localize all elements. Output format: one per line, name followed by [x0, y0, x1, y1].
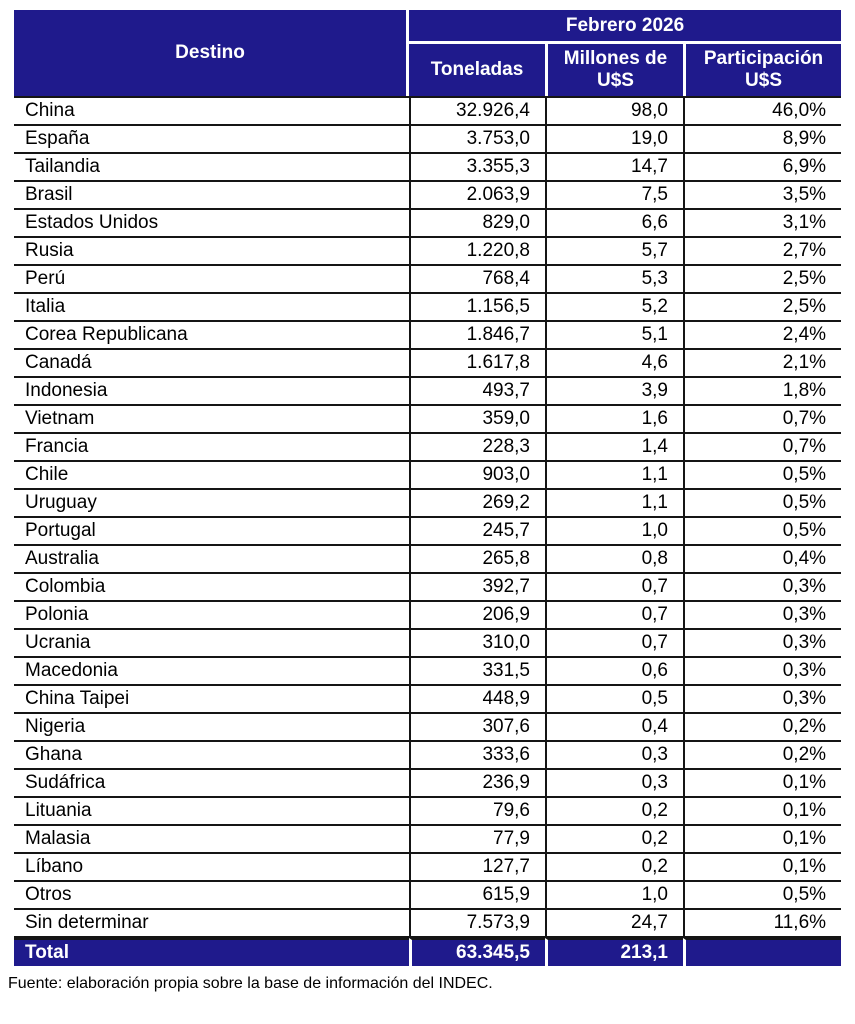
table-row [14, 602, 841, 630]
millones-cell: 5,2 [545, 294, 683, 322]
participacion-cell: 1,8% [683, 378, 841, 406]
destino-cell: Sudáfrica [14, 770, 409, 798]
toneladas-cell: 245,7 [409, 518, 545, 546]
participacion-cell: 0,5% [683, 882, 841, 910]
millones-cell: 1,1 [545, 490, 683, 518]
toneladas-cell: 32.926,4 [409, 96, 545, 126]
participacion-cell: 0,1% [683, 770, 841, 798]
millones-cell: 0,2 [545, 854, 683, 882]
table-row [14, 406, 841, 434]
participacion-cell: 0,2% [683, 742, 841, 770]
table-row [14, 266, 841, 294]
toneladas-cell: 903,0 [409, 462, 545, 490]
total-label: Total [14, 938, 409, 966]
millones-cell: 0,2 [545, 798, 683, 826]
participacion-cell: 0,5% [683, 518, 841, 546]
table-row [14, 238, 841, 266]
millones-cell: 7,5 [545, 182, 683, 210]
destino-cell: China Taipei [14, 686, 409, 714]
exports-table [14, 10, 841, 966]
table-row [14, 910, 841, 938]
destino-cell: Ucrania [14, 630, 409, 658]
toneladas-cell: 127,7 [409, 854, 545, 882]
table-row [14, 854, 841, 882]
participacion-cell: 0,1% [683, 798, 841, 826]
toneladas-cell: 1.156,5 [409, 294, 545, 322]
millones-cell: 1,6 [545, 406, 683, 434]
toneladas-cell: 3.355,3 [409, 154, 545, 182]
destino-cell: Líbano [14, 854, 409, 882]
table-row [14, 462, 841, 490]
table-row [14, 126, 841, 154]
participacion-cell: 46,0% [683, 96, 841, 126]
toneladas-cell: 333,6 [409, 742, 545, 770]
destino-cell: Malasia [14, 826, 409, 854]
table-row [14, 686, 841, 714]
millones-cell: 1,0 [545, 518, 683, 546]
participacion-cell: 11,6% [683, 910, 841, 938]
millones-cell: 3,9 [545, 378, 683, 406]
participacion-cell: 0,5% [683, 490, 841, 518]
participacion-cell: 2,5% [683, 294, 841, 322]
destino-cell: Canadá [14, 350, 409, 378]
toneladas-cell: 448,9 [409, 686, 545, 714]
toneladas-cell: 1.617,8 [409, 350, 545, 378]
column-header-participacion: Participación U$S [683, 44, 841, 96]
millones-cell: 0,6 [545, 658, 683, 686]
table-row [14, 742, 841, 770]
table-row [14, 518, 841, 546]
destino-cell: Otros [14, 882, 409, 910]
millones-cell: 1,4 [545, 434, 683, 462]
millones-cell: 5,1 [545, 322, 683, 350]
millones-cell: 0,5 [545, 686, 683, 714]
participacion-cell: 0,1% [683, 826, 841, 854]
millones-cell: 0,8 [545, 546, 683, 574]
participacion-cell: 2,5% [683, 266, 841, 294]
table-row [14, 770, 841, 798]
table-header [14, 10, 841, 96]
destino-cell: Brasil [14, 182, 409, 210]
toneladas-cell: 1.846,7 [409, 322, 545, 350]
source-note: Fuente: elaboración propia sobre la base de información del INDEC. [8, 975, 493, 992]
destino-cell: Lituania [14, 798, 409, 826]
millones-cell: 14,7 [545, 154, 683, 182]
millones-cell: 24,7 [545, 910, 683, 938]
participacion-cell: 0,3% [683, 658, 841, 686]
table-row [14, 434, 841, 462]
participacion-cell: 0,3% [683, 630, 841, 658]
table-row [14, 546, 841, 574]
millones-cell: 1,0 [545, 882, 683, 910]
toneladas-cell: 77,9 [409, 826, 545, 854]
destino-cell: Chile [14, 462, 409, 490]
millones-cell: 6,6 [545, 210, 683, 238]
table-row [14, 574, 841, 602]
toneladas-cell: 79,6 [409, 798, 545, 826]
toneladas-cell: 228,3 [409, 434, 545, 462]
toneladas-cell: 3.753,0 [409, 126, 545, 154]
column-header-millones: Millones de U$S [545, 44, 683, 96]
destino-cell: Estados Unidos [14, 210, 409, 238]
toneladas-cell: 2.063,9 [409, 182, 545, 210]
participacion-cell: 2,7% [683, 238, 841, 266]
millones-cell: 0,7 [545, 630, 683, 658]
destino-cell: España [14, 126, 409, 154]
destino-cell: Sin determinar [14, 910, 409, 938]
destino-cell: Ghana [14, 742, 409, 770]
toneladas-cell: 615,9 [409, 882, 545, 910]
toneladas-cell: 359,0 [409, 406, 545, 434]
participacion-cell: 0,7% [683, 406, 841, 434]
total-toneladas: 63.345,5 [409, 938, 545, 966]
table-body [14, 96, 841, 938]
participacion-cell: 0,3% [683, 686, 841, 714]
table-row [14, 378, 841, 406]
table-row [14, 322, 841, 350]
millones-cell: 5,3 [545, 266, 683, 294]
participacion-cell: 2,1% [683, 350, 841, 378]
toneladas-cell: 269,2 [409, 490, 545, 518]
participacion-cell: 0,5% [683, 462, 841, 490]
column-header-destino: Destino [14, 10, 409, 96]
millones-cell: 98,0 [545, 96, 683, 126]
participacion-cell: 0,3% [683, 602, 841, 630]
table-row [14, 714, 841, 742]
table-row [14, 182, 841, 210]
millones-cell: 0,7 [545, 574, 683, 602]
destino-cell: Macedonia [14, 658, 409, 686]
toneladas-cell: 7.573,9 [409, 910, 545, 938]
millones-cell: 0,2 [545, 826, 683, 854]
destino-cell: Corea Republicana [14, 322, 409, 350]
toneladas-cell: 768,4 [409, 266, 545, 294]
toneladas-cell: 331,5 [409, 658, 545, 686]
total-participacion [683, 938, 841, 966]
destino-cell: Portugal [14, 518, 409, 546]
destino-cell: Australia [14, 546, 409, 574]
period-header: Febrero 2026 [409, 10, 841, 44]
destino-cell: Uruguay [14, 490, 409, 518]
table-row [14, 798, 841, 826]
toneladas-cell: 307,6 [409, 714, 545, 742]
destino-cell: Colombia [14, 574, 409, 602]
table-row [14, 96, 841, 126]
table-row [14, 154, 841, 182]
total-millones: 213,1 [545, 938, 683, 966]
destino-cell: Vietnam [14, 406, 409, 434]
destino-cell: Indonesia [14, 378, 409, 406]
destino-cell: Tailandia [14, 154, 409, 182]
participacion-cell: 0,4% [683, 546, 841, 574]
participacion-cell: 3,1% [683, 210, 841, 238]
participacion-cell: 0,3% [683, 574, 841, 602]
table-row [14, 294, 841, 322]
destino-cell: Perú [14, 266, 409, 294]
table-row [14, 210, 841, 238]
destino-cell: Rusia [14, 238, 409, 266]
millones-cell: 5,7 [545, 238, 683, 266]
toneladas-cell: 829,0 [409, 210, 545, 238]
destino-cell: China [14, 96, 409, 126]
millones-cell: 1,1 [545, 462, 683, 490]
participacion-cell: 8,9% [683, 126, 841, 154]
total-row [14, 938, 841, 966]
toneladas-cell: 236,9 [409, 770, 545, 798]
table-row [14, 658, 841, 686]
millones-cell: 0,7 [545, 602, 683, 630]
participacion-cell: 0,7% [683, 434, 841, 462]
table-row [14, 490, 841, 518]
participacion-cell: 6,9% [683, 154, 841, 182]
table-row [14, 630, 841, 658]
toneladas-cell: 1.220,8 [409, 238, 545, 266]
participacion-cell: 0,1% [683, 854, 841, 882]
participacion-cell: 0,2% [683, 714, 841, 742]
destino-cell: Italia [14, 294, 409, 322]
destino-cell: Francia [14, 434, 409, 462]
toneladas-cell: 206,9 [409, 602, 545, 630]
participacion-cell: 3,5% [683, 182, 841, 210]
millones-cell: 4,6 [545, 350, 683, 378]
toneladas-cell: 493,7 [409, 378, 545, 406]
toneladas-cell: 265,8 [409, 546, 545, 574]
table-row [14, 350, 841, 378]
column-header-toneladas: Toneladas [409, 44, 545, 96]
millones-cell: 0,4 [545, 714, 683, 742]
millones-cell: 19,0 [545, 126, 683, 154]
destino-cell: Polonia [14, 602, 409, 630]
toneladas-cell: 392,7 [409, 574, 545, 602]
table-row [14, 826, 841, 854]
participacion-cell: 2,4% [683, 322, 841, 350]
toneladas-cell: 310,0 [409, 630, 545, 658]
millones-cell: 0,3 [545, 742, 683, 770]
table-row [14, 882, 841, 910]
destino-cell: Nigeria [14, 714, 409, 742]
table-footer-total [14, 938, 841, 966]
millones-cell: 0,3 [545, 770, 683, 798]
